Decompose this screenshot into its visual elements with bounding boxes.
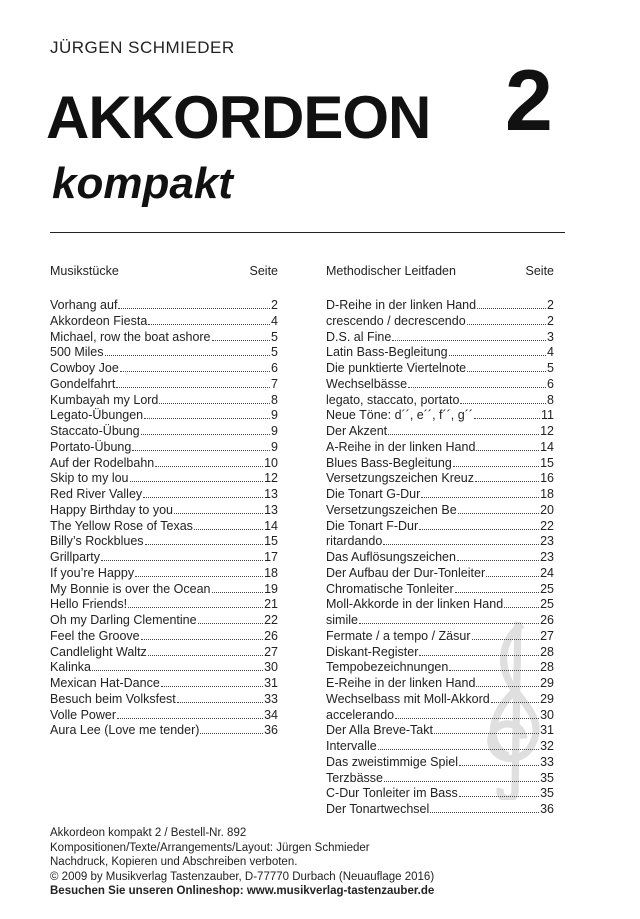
toc-entry [50, 471, 278, 487]
book-subtitle: kompakt [52, 159, 233, 208]
toc-entry-page: 10 [264, 455, 278, 470]
imprint-line: Kompositionen/Texte/Arrangements/Layout: Jürgen Schmieder [50, 841, 370, 854]
toc-entry-page: 29 [540, 691, 554, 706]
toc-leader-dots [475, 481, 539, 482]
toc-leader-dots [449, 670, 539, 671]
toc-entry-title: Happy Birthday to you [50, 502, 173, 517]
toc-entry [50, 645, 278, 661]
imprint [50, 826, 434, 899]
toc-entry-title: If you’re Happy [50, 565, 135, 580]
toc-leader-dots [101, 560, 263, 561]
toc-entry [326, 755, 554, 771]
toc-entry [50, 314, 278, 330]
toc-leader-dots [198, 623, 264, 624]
toc-leader-dots [477, 308, 546, 309]
toc-entry [326, 408, 554, 424]
toc-entry-page: 15 [540, 455, 554, 470]
toc-entry [326, 440, 554, 456]
toc-entry-page: 8 [271, 392, 278, 407]
toc-entry [326, 393, 554, 409]
toc-entry [326, 314, 554, 330]
toc-entry-title: Chromatische Tonleiter [326, 581, 454, 596]
toc-leader-dots [458, 513, 539, 514]
toc-entry-title: The Yellow Rose of Texas [50, 518, 193, 533]
toc-leader-dots [395, 718, 539, 719]
toc-entry-title: Versetzungszeichen Be [326, 502, 457, 517]
toc-entry [50, 519, 278, 535]
toc-leader-dots [434, 733, 539, 734]
toc-leader-dots [476, 686, 539, 687]
toc-leader-dots [467, 324, 546, 325]
toc-entry-page: 28 [540, 660, 554, 675]
toc-entry-title: Das Auflösungszeichen [326, 550, 456, 564]
toc-entry [326, 739, 554, 755]
toc-entry-page: 7 [271, 376, 278, 391]
toc-entry-page: 11 [541, 408, 554, 423]
toc-entry-page: 23 [540, 550, 554, 564]
toc-entry [326, 503, 554, 519]
toc-entry-page: 31 [540, 723, 554, 738]
toc-entry [326, 456, 554, 472]
toc-entry-title: E-Reihe in der linken Hand [326, 676, 476, 690]
toc-entry-page: 35 [540, 786, 554, 801]
toc-entry [50, 487, 278, 503]
toc-entry-page: 18 [540, 487, 554, 501]
toc-leader-dots [194, 529, 263, 530]
toc-entry-title: simile [326, 613, 358, 627]
column-heading: Methodischer Leitfaden [326, 264, 456, 278]
toc-entry-page: 6 [271, 361, 278, 375]
toc-entry-title: Der Akzent [326, 424, 388, 438]
toc-leader-dots [359, 623, 539, 624]
toc-entry-page: 8 [547, 392, 554, 407]
toc-entry [50, 456, 278, 472]
toc-entry [50, 582, 278, 598]
toc-leader-dots [455, 592, 539, 593]
toc-entry-title: Michael, row the boat ashore [50, 329, 211, 344]
toc-entry-page: 19 [264, 581, 278, 596]
toc-entry-title: Die Tonart G-Dur [326, 487, 421, 501]
title-divider [50, 232, 565, 233]
toc-leader-dots [460, 403, 546, 404]
toc-entry-page: 36 [540, 802, 554, 816]
toc-entry-title: C-Dur Tonleiter im Bass [326, 786, 458, 801]
toc-leader-dots [212, 340, 271, 341]
toc-entry [326, 582, 554, 598]
toc-leader-dots [132, 450, 270, 451]
toc-leader-dots [419, 655, 539, 656]
toc-leader-dots [161, 686, 263, 687]
toc-entry-page: 12 [540, 424, 554, 438]
toc-entry [326, 613, 554, 629]
toc-entry-title: crescendo / decrescendo [326, 313, 466, 328]
toc-entry-page: 25 [540, 581, 554, 596]
toc-entry [326, 519, 554, 535]
imprint-shop-line: Besuchen Sie unseren Onlineshop: www.musikverlag-tastenzauber.de [50, 885, 435, 897]
toc-entry [50, 377, 278, 393]
toc-entry [50, 440, 278, 456]
toc-entry-page: 5 [547, 361, 554, 375]
toc-entry-title: Skip to my lou [50, 471, 129, 486]
toc-entry-title: Red River Valley [50, 487, 143, 501]
toc-leader-dots [383, 544, 539, 545]
toc-entry [326, 424, 554, 440]
toc-leader-dots [459, 796, 539, 797]
toc-entry [326, 345, 554, 361]
toc-entry-title: Der Tonartwechsel [326, 802, 430, 816]
toc-entry-title: accelerando [326, 707, 395, 722]
toc-entry-page: 4 [547, 345, 554, 360]
toc-entry-page: 26 [540, 613, 554, 627]
toc-leader-dots [474, 418, 540, 419]
toc-entry-page: 32 [540, 739, 554, 753]
volume-number: 2 [505, 53, 553, 149]
toc-leader-dots [392, 340, 546, 341]
toc-entry-title: Der Aufbau der Dur-Tonleiter [326, 565, 486, 580]
toc-entry-page: 13 [264, 487, 278, 501]
toc-entry-page: 5 [271, 345, 278, 360]
toc-entry-title: Candlelight Waltz [50, 644, 147, 659]
toc-entry [50, 345, 278, 361]
toc-entry [326, 471, 554, 487]
imprint-line: Akkordeon kompakt 2 / Bestell-Nr. 892 [50, 827, 247, 839]
toc-entry-title: Akkordeon Fiesta [50, 313, 148, 328]
toc-entry-page: 24 [540, 565, 554, 580]
toc-leader-dots [145, 544, 264, 545]
toc-entry-page: 16 [540, 471, 554, 486]
toc-leader-dots [130, 481, 264, 482]
toc-entry-title: Feel the Groove [50, 628, 140, 643]
toc-entry-page: 27 [540, 628, 554, 643]
toc-entry-title: Legato-Übungen [50, 408, 144, 423]
toc-entry-title: Tempobezeichnungen [326, 660, 449, 675]
toc-leader-dots [472, 639, 540, 640]
toc-entry [50, 566, 278, 582]
toc-entry-title: Die Tonart F-Dur [326, 518, 419, 533]
toc-entry-title: Die punktierte Viertelnote [326, 361, 467, 375]
toc-leader-dots [476, 450, 539, 451]
toc-entry-title: Der Alla Breve-Takt [326, 723, 433, 738]
toc-entry [326, 298, 554, 314]
toc-leader-dots [155, 466, 263, 467]
toc-column-header [326, 264, 554, 278]
toc-entry [50, 408, 278, 424]
toc-leader-dots [212, 592, 264, 593]
author: JÜRGEN SCHMIEDER [50, 38, 235, 57]
toc-entry-title: Besuch beim Volksfest [50, 691, 176, 706]
toc-leader-dots [143, 497, 263, 498]
toc-leader-dots [148, 324, 270, 325]
toc-entry-title: Cowboy Joe [50, 361, 119, 375]
toc-entry-title: Portato-Übung [50, 439, 132, 454]
toc-entry [326, 676, 554, 692]
toc-entry [326, 534, 554, 550]
toc-entry-page: 36 [264, 723, 278, 738]
page-heading: Seite [249, 264, 278, 278]
toc-entry-title: Das zweistimmige Spiel [326, 754, 458, 769]
toc-column-header [50, 264, 278, 278]
toc-entry [326, 660, 554, 676]
toc-entry-page: 5 [271, 329, 278, 344]
toc-entry-page: 14 [540, 439, 554, 454]
toc-list-method [326, 298, 554, 818]
toc-entry [326, 771, 554, 787]
toc-entry [326, 629, 554, 645]
toc-entry-page: 22 [264, 613, 278, 627]
toc-leader-dots [128, 607, 263, 608]
toc-entry [326, 645, 554, 661]
toc-entry-title: Auf der Rodelbahn [50, 455, 155, 470]
toc-entry-title: D-Reihe in der linken Hand [326, 298, 477, 312]
toc-leader-dots [378, 749, 539, 750]
toc-entry-title: Volle Power [50, 707, 117, 722]
toc-entry-page: 12 [264, 471, 278, 486]
toc-entry [326, 692, 554, 708]
toc-entry-page: 27 [264, 644, 278, 659]
toc-entry [50, 503, 278, 519]
toc-leader-dots [92, 670, 263, 671]
toc-leader-dots [200, 733, 263, 734]
toc-entry [50, 723, 278, 739]
toc-entry-page: 28 [540, 644, 554, 659]
toc-entry-page: 29 [540, 676, 554, 690]
book-title: AKKORDEON [46, 84, 431, 151]
toc-entry-page: 6 [547, 376, 554, 391]
toc-entry [326, 487, 554, 503]
toc-entry-title: Hello Friends! [50, 597, 128, 612]
toc-leader-dots [120, 371, 270, 372]
toc-entry-title: Wechselbass mit Moll-Akkord [326, 691, 490, 706]
toc-entry-title: Moll-Akkorde in der linken Hand [326, 597, 504, 612]
column-heading: Musikstücke [50, 264, 119, 278]
toc-entry-page: 2 [547, 313, 554, 328]
toc-entry-page: 30 [264, 660, 278, 675]
toc-entry-title: Oh my Darling Clementine [50, 613, 197, 627]
imprint-line: © 2009 by Musikverlag Tastenzauber, D-77770 Durbach (Neuauflage 2016) [50, 870, 435, 883]
toc-entry [50, 550, 278, 566]
toc-leader-dots [177, 702, 263, 703]
toc-entry-title: Vorhang auf [50, 298, 118, 312]
toc-entry-title: Aura Lee (Love me tender) [50, 723, 200, 738]
toc-entry-title: 500 Miles [50, 345, 104, 360]
toc-entry [326, 723, 554, 739]
toc-leader-dots [491, 702, 539, 703]
toc-leader-dots [459, 765, 539, 766]
toc-entry-page: 30 [540, 707, 554, 722]
toc-entry-page: 14 [264, 518, 278, 533]
toc-entry [50, 613, 278, 629]
toc-leader-dots [457, 560, 539, 561]
toc-leader-dots [453, 466, 539, 467]
toc-entry-page: 13 [264, 502, 278, 517]
toc-entry-title: Wechselbässe [326, 376, 408, 391]
toc-leader-dots [141, 434, 270, 435]
toc-entry-title: legato, staccato, portato [326, 392, 460, 407]
toc-entry [50, 361, 278, 377]
toc-leader-dots [105, 355, 271, 356]
toc-leader-dots [174, 513, 263, 514]
toc-entry [50, 708, 278, 724]
toc-entry [50, 597, 278, 613]
imprint-line: Nachdruck, Kopieren und Abschreiben verboten. [50, 856, 298, 868]
toc-entry [326, 330, 554, 346]
toc-leader-dots [144, 418, 270, 419]
toc-entry-page: 9 [271, 424, 278, 438]
toc-entry [326, 786, 554, 802]
toc-entry-page: 34 [264, 707, 278, 722]
toc-entry-page: 33 [264, 691, 278, 706]
toc-entry-page: 4 [271, 313, 278, 328]
toc-entry-page: 20 [540, 502, 554, 517]
toc-entry [326, 361, 554, 377]
toc-entry-title: Terzbässe [326, 770, 383, 785]
toc-entry [50, 660, 278, 676]
toc-entry-page: 2 [547, 298, 554, 312]
toc-entry-page: 9 [271, 408, 278, 423]
toc-entry-title: Gondelfahrt [50, 376, 116, 391]
toc-entry-title: Grillparty [50, 550, 101, 564]
toc-column-method [326, 264, 554, 818]
toc-leader-dots [148, 655, 263, 656]
toc-entry-title: Latin Bass-Begleitung [326, 345, 448, 360]
toc-entry-title: Staccato-Übung [50, 424, 140, 438]
toc-leader-dots [384, 781, 539, 782]
toc-leader-dots [419, 529, 539, 530]
toc-entry-title: Billy’s Rockblues [50, 534, 144, 549]
toc-entry [50, 534, 278, 550]
toc-entry-page: 25 [540, 597, 554, 612]
toc-entry-page: 23 [540, 534, 554, 549]
toc-leader-dots [421, 497, 539, 498]
toc-leader-dots [430, 812, 539, 813]
page-heading: Seite [525, 264, 554, 278]
toc-entry-page: 9 [271, 439, 278, 454]
toc-list-pieces [50, 298, 278, 739]
toc-entry-page: 26 [264, 628, 278, 643]
toc-entry-title: Mexican Hat-Dance [50, 676, 160, 690]
toc-leader-dots [504, 607, 539, 608]
toc-entry [326, 377, 554, 393]
toc-entry [50, 692, 278, 708]
toc-entry-title: Intervalle [326, 739, 377, 753]
toc-entry-title: Blues Bass-Begleitung [326, 455, 452, 470]
toc-entry-page: 21 [264, 597, 278, 612]
toc-entry-title: Versetzungszeichen Kreuz [326, 471, 475, 486]
toc-entry-title: Kumbayah my Lord [50, 392, 159, 407]
toc-entry [50, 330, 278, 346]
toc-entry-title: Diskant-Register [326, 644, 419, 659]
toc-entry-page: 3 [547, 329, 554, 344]
toc-entry-page: 18 [264, 565, 278, 580]
toc-entry-title: Neue Töne: d´´, e´´, f´´, g´´ [326, 408, 474, 423]
toc-entry-title: Fermate / a tempo / Zäsur [326, 628, 471, 643]
toc-entry-title: My Bonnie is over the Ocean [50, 581, 211, 596]
toc-entry [326, 597, 554, 613]
toc-entry-title: Kalinka [50, 660, 91, 675]
toc-entry-page: 15 [264, 534, 278, 549]
toc-entry [326, 802, 554, 818]
toc-entry-title: D.S. al Fine [326, 329, 392, 344]
toc-leader-dots [486, 576, 539, 577]
toc-entry-page: 33 [540, 754, 554, 769]
toc-entry-page: 35 [540, 770, 554, 785]
toc-entry [326, 550, 554, 566]
toc-entry [50, 424, 278, 440]
toc-entry [50, 298, 278, 314]
toc-entry [326, 708, 554, 724]
toc-column-pieces [50, 264, 278, 739]
toc-leader-dots [159, 403, 270, 404]
toc-leader-dots [135, 576, 263, 577]
toc-leader-dots [118, 308, 270, 309]
toc-leader-dots [141, 639, 263, 640]
toc-entry [50, 393, 278, 409]
toc-entry [50, 676, 278, 692]
toc-entry [326, 566, 554, 582]
toc-entry-page: 17 [264, 550, 278, 564]
toc-entry-page: 31 [264, 676, 278, 690]
toc-entry-page: 22 [540, 518, 554, 533]
toc-entry-page: 2 [271, 298, 278, 312]
toc-leader-dots [116, 387, 270, 388]
toc-entry-title: A-Reihe in der linken Hand [326, 439, 476, 454]
toc-leader-dots [117, 718, 263, 719]
toc-entry [50, 629, 278, 645]
toc-entry-title: ritardando [326, 534, 383, 549]
toc-leader-dots [467, 371, 546, 372]
toc-leader-dots [449, 355, 546, 356]
toc-leader-dots [408, 387, 546, 388]
toc-leader-dots [388, 434, 539, 435]
